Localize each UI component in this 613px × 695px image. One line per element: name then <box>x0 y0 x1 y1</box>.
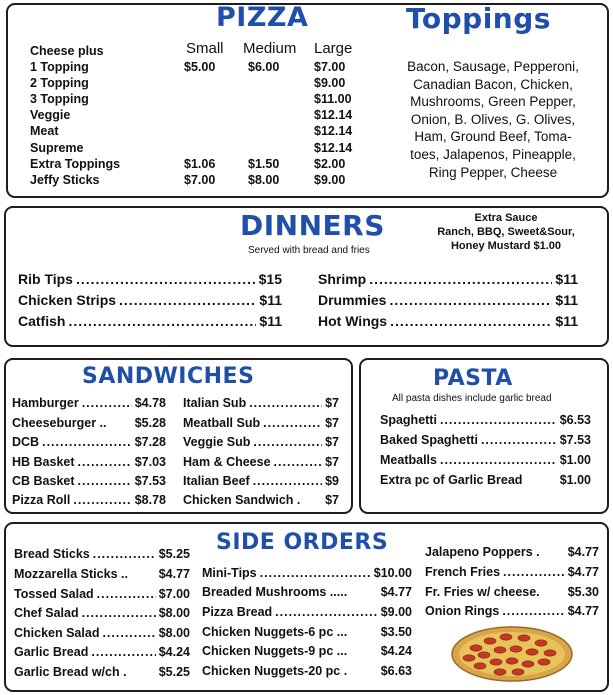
item-name: Tossed Salad <box>14 587 94 601</box>
list-item <box>425 604 599 618</box>
list-item <box>183 416 339 430</box>
list-item <box>380 413 591 427</box>
list-item <box>425 565 599 579</box>
pizza-medium-price <box>248 92 279 108</box>
pizza-small-price <box>184 76 215 92</box>
item-name: Meatball Sub <box>183 416 261 430</box>
toppings-heading: Toppings <box>406 2 551 35</box>
pizza-medium-price: $6.00 <box>248 60 280 75</box>
list-item <box>425 545 599 559</box>
pizza-row-name: Cheese plus <box>30 44 104 58</box>
item-name: Drummies <box>318 292 387 308</box>
item-price: $7.00 <box>158 587 190 601</box>
dot-leader <box>502 604 564 618</box>
item-name: Italian Sub <box>183 396 247 410</box>
toppings-line: Mushrooms, Green Pepper, <box>410 94 576 110</box>
item-price: $8.78 <box>134 493 166 507</box>
list-item <box>425 585 599 599</box>
item-price: $11 <box>259 292 282 308</box>
item-name: Rib Tips <box>18 271 73 287</box>
item-name: Onion Rings <box>425 604 500 618</box>
dot-leader <box>76 271 256 287</box>
item-name: French Fries <box>425 565 501 579</box>
list-item <box>318 292 578 308</box>
item-price: $11 <box>555 271 578 287</box>
pizza-large-column <box>314 44 352 189</box>
dinners-heading: DINNERS <box>240 209 385 242</box>
pizza-large-price <box>314 44 352 60</box>
pizza-small-price <box>184 141 215 157</box>
item-price: $10.00 <box>373 566 412 580</box>
pizza-row-name: Extra Toppings <box>30 156 121 171</box>
dot-leader <box>73 493 131 507</box>
pizza-row-name: Supreme <box>30 140 84 155</box>
item-price: $11 <box>555 292 578 308</box>
pizza-large-price: $12.14 <box>314 140 353 155</box>
dot-leader <box>82 606 156 620</box>
item-name: Shrimp <box>318 271 367 287</box>
list-item <box>183 455 339 469</box>
item-price: $5.30 <box>567 585 599 599</box>
item-name: Chicken Nuggets-6 pc ... <box>202 625 348 639</box>
list-item <box>18 313 282 329</box>
pizza-small-price <box>184 44 215 60</box>
dot-leader <box>253 474 322 488</box>
item-name: Chicken Salad <box>14 626 100 640</box>
item-name: Ham & Cheese <box>183 455 271 469</box>
item-name: Breaded Mushrooms ..... <box>202 585 348 599</box>
item-price: $1.00 <box>559 453 591 467</box>
pizza-large-price: $11.00 <box>314 92 352 107</box>
list-item <box>14 606 190 620</box>
item-price: $11 <box>555 313 578 329</box>
item-name: Veggie Sub <box>183 435 251 449</box>
extra-sauce-note <box>420 211 592 253</box>
dot-leader <box>42 435 132 449</box>
dot-leader <box>253 435 322 449</box>
list-item <box>14 587 190 601</box>
dot-leader <box>78 455 132 469</box>
item-price: $7.28 <box>134 435 166 449</box>
item-price: $4.24 <box>158 645 190 659</box>
item-name: Bread Sticks <box>14 547 90 561</box>
item-name: HB Basket <box>12 455 75 469</box>
dot-leader <box>119 292 256 308</box>
sandwiches-heading: SANDWICHES <box>82 364 255 389</box>
item-price: $4.77 <box>567 604 599 618</box>
list-item <box>202 644 412 658</box>
toppings-line: toes, Jalapenos, Pineapple, <box>410 146 576 162</box>
list-item <box>183 435 339 449</box>
dot-leader <box>249 396 322 410</box>
list-item <box>12 396 166 410</box>
toppings-line: Ham, Ground Beef, Toma- <box>414 129 572 145</box>
item-name: Hamburger <box>12 396 79 410</box>
toppings-line: Bacon, Sausage, Pepperoni, <box>407 59 579 74</box>
list-item <box>14 547 190 561</box>
list-item <box>202 625 412 639</box>
item-price: $7 <box>325 435 339 449</box>
list-item <box>380 433 591 447</box>
pizza-medium-price <box>248 124 279 140</box>
item-name: Extra pc of Garlic Bread <box>380 473 523 487</box>
pizza-medium-price: $1.50 <box>248 156 280 171</box>
item-name: Chicken Nuggets-20 pc . <box>202 664 348 678</box>
pizza-heading: PIZZA <box>216 2 309 33</box>
pizza-illustration <box>450 624 574 684</box>
dot-leader <box>91 645 155 659</box>
item-name: Meatballs <box>380 453 437 467</box>
item-price: $9.00 <box>380 605 412 619</box>
item-price: $9 <box>325 474 339 488</box>
list-item <box>12 493 166 507</box>
item-price: $7.03 <box>134 455 166 469</box>
list-item <box>202 585 412 599</box>
pizza-large-price: $12.14 <box>314 124 353 139</box>
size-medium-label: Medium <box>243 40 297 57</box>
dot-leader <box>275 605 378 619</box>
dot-leader <box>93 547 156 561</box>
dot-leader <box>440 413 557 427</box>
item-name: DCB <box>12 435 40 449</box>
item-name: Baked Spaghetti <box>380 433 478 447</box>
item-name: Chef Salad <box>14 606 79 620</box>
item-name: Cheeseburger .. <box>12 416 107 430</box>
pizza-large-price: $7.00 <box>314 60 346 75</box>
list-item <box>380 453 591 467</box>
pizza-names-column <box>30 44 120 189</box>
extra-sauce-line: Ranch, BBQ, Sweet&Sour, <box>437 226 575 238</box>
toppings-list <box>382 58 604 181</box>
pizza-medium-column <box>248 44 279 189</box>
pizza-small-price: $5.00 <box>184 60 216 75</box>
list-item <box>12 435 166 449</box>
item-name: Mozzarella Sticks .. <box>14 567 128 581</box>
item-price: $7 <box>325 493 339 507</box>
list-item <box>202 566 412 580</box>
pizza-row-name: Meat <box>30 124 59 139</box>
dot-leader <box>390 313 552 329</box>
pizza-medium-price <box>248 141 279 157</box>
pizza-small-price <box>184 124 215 140</box>
pizza-row-name: Jeffy Sticks <box>30 172 100 187</box>
pasta-subtitle: All pasta dishes include garlic bread <box>392 393 552 404</box>
item-price: $4.77 <box>158 567 190 581</box>
item-name: Chicken Strips <box>18 292 117 308</box>
list-item <box>12 416 166 430</box>
item-name: Garlic Bread <box>14 645 89 659</box>
dot-leader <box>369 271 552 287</box>
toppings-line: Onion, B. Olives, G. Olives, <box>410 111 576 127</box>
list-item <box>14 567 190 581</box>
pizza-small-price <box>184 92 215 108</box>
list-item <box>18 271 282 287</box>
pizza-large-price: $12.14 <box>314 108 353 123</box>
pizza-large-price: $2.00 <box>314 156 346 171</box>
pizza-medium-price <box>248 108 279 124</box>
item-price: $7.53 <box>134 474 166 488</box>
pasta-heading: PASTA <box>433 366 513 391</box>
list-item <box>12 474 166 488</box>
list-item <box>183 396 339 410</box>
dot-leader <box>102 626 155 640</box>
item-price: $4.77 <box>380 585 412 599</box>
pizza-large-price: $9.00 <box>314 172 346 187</box>
item-price: $5.28 <box>134 416 166 430</box>
toppings-line: Ring Pepper, Cheese <box>428 164 558 180</box>
item-name: Mini-Tips <box>202 566 257 580</box>
dot-leader <box>68 313 256 329</box>
item-name: CB Basket <box>12 474 75 488</box>
list-item <box>380 473 591 487</box>
list-item <box>14 645 190 659</box>
dot-leader <box>78 474 132 488</box>
item-price: $1.00 <box>559 473 591 487</box>
item-name: Pizza Bread <box>202 605 273 619</box>
item-price: $6.53 <box>559 413 591 427</box>
list-item <box>202 605 412 619</box>
item-name: Fr. Fries w/ cheese. <box>425 585 540 599</box>
item-price: $3.50 <box>380 625 412 639</box>
item-price: $5.25 <box>158 665 190 679</box>
pizza-small-column <box>184 44 215 189</box>
pizza-small-price: $1.06 <box>184 156 216 171</box>
item-price: $8.00 <box>158 606 190 620</box>
dot-leader <box>97 587 156 601</box>
item-price: $7 <box>325 396 339 410</box>
item-price: $15 <box>258 271 282 287</box>
list-item <box>183 474 339 488</box>
list-item <box>14 665 190 679</box>
item-name: Chicken Nuggets-9 pc ... <box>202 644 348 658</box>
list-item <box>18 292 282 308</box>
size-small-label: Small <box>186 40 224 57</box>
toppings-line: Canadian Bacon, Chicken, <box>413 76 573 92</box>
list-item <box>318 271 578 287</box>
dinners-subtitle: Served with bread and fries <box>248 245 370 256</box>
pizza-large-price: $9.00 <box>314 76 346 91</box>
list-item <box>12 455 166 469</box>
dot-leader <box>503 565 565 579</box>
item-price: $5.25 <box>158 547 190 561</box>
item-price: $4.24 <box>380 644 412 658</box>
pizza-row-name: 2 Topping <box>30 76 89 91</box>
dot-leader <box>82 396 132 410</box>
pizza-row-name: 3 Topping <box>30 92 89 107</box>
pizza-small-price <box>184 108 215 124</box>
pizza-row-name: Veggie <box>30 108 71 123</box>
pizza-medium-price <box>248 44 279 60</box>
pizza-medium-price: $8.00 <box>248 172 280 187</box>
extra-sauce-line: Extra Sauce <box>474 212 538 224</box>
item-name: Catfish <box>18 313 66 329</box>
list-item <box>318 313 578 329</box>
item-name: Italian Beef <box>183 474 250 488</box>
item-price: $7 <box>325 416 339 430</box>
dot-leader <box>263 416 322 430</box>
item-price: $6.63 <box>380 664 412 678</box>
item-price: $4.78 <box>134 396 166 410</box>
pizza-medium-price <box>248 76 279 92</box>
dot-leader <box>440 453 557 467</box>
item-name: Garlic Bread w/ch . <box>14 665 127 679</box>
item-price: $11 <box>259 313 282 329</box>
item-price: $4.77 <box>567 565 599 579</box>
item-name: Hot Wings <box>318 313 388 329</box>
item-name: Spaghetti <box>380 413 437 427</box>
item-price: $4.77 <box>567 545 599 559</box>
pizza-row-name: 1 Topping <box>30 60 89 75</box>
item-price: $7.53 <box>559 433 591 447</box>
side-orders-heading: SIDE ORDERS <box>216 530 389 555</box>
dot-leader <box>274 455 323 469</box>
dot-leader <box>389 292 552 308</box>
list-item <box>202 664 412 678</box>
extra-sauce-line: Honey Mustard $1.00 <box>450 240 562 252</box>
item-name: Jalapeno Poppers . <box>425 545 540 559</box>
item-name: Chicken Sandwich . <box>183 493 301 507</box>
list-item <box>183 493 339 507</box>
size-large-label: Large <box>314 40 353 57</box>
list-item <box>14 626 190 640</box>
item-name: Pizza Roll <box>12 493 71 507</box>
pizza-small-price: $7.00 <box>184 172 216 187</box>
dot-leader <box>260 566 371 580</box>
dot-leader <box>481 433 557 447</box>
item-price: $8.00 <box>158 626 190 640</box>
item-price: $7 <box>325 455 339 469</box>
